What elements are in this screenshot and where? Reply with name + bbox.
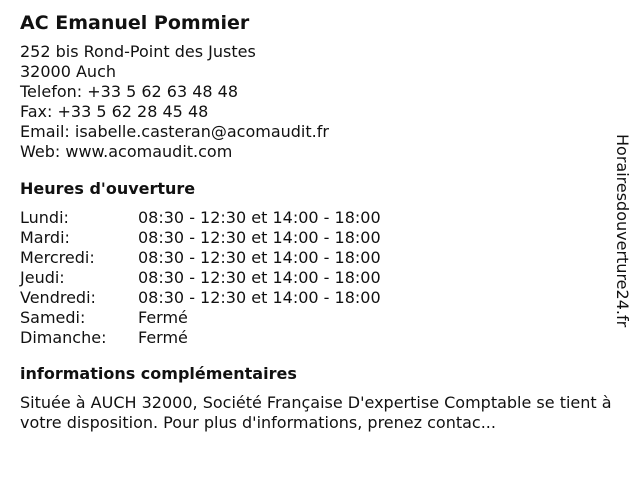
hours-row-saturday [20,308,616,328]
hours-heading: Heures d'ouverture [20,179,196,198]
fax-line: Fax: +33 5 62 28 45 48 [20,102,209,121]
time-value: 08:30 - 12:30 et 14:00 - 18:00 [138,268,381,287]
hours-row-friday [20,288,616,308]
hours-row-wednesday [20,248,616,268]
time-value: 08:30 - 12:30 et 14:00 - 18:00 [138,208,381,227]
phone-line: Telefon: +33 5 62 63 48 48 [20,82,239,101]
address-street: 252 bis Rond-Point des Justes [20,42,256,61]
business-name: AC Emanuel Pommier [20,12,250,34]
day-label: Mercredi: [20,248,95,267]
hours-table [20,208,616,348]
day-label: Samedi: [20,308,86,327]
day-label: Jeudi: [20,268,65,287]
email-line: Email: isabelle.casteran@acomaudit.fr [20,122,329,141]
time-value: 08:30 - 12:30 et 14:00 - 18:00 [138,288,381,307]
time-value: 08:30 - 12:30 et 14:00 - 18:00 [138,248,381,267]
hours-row-sunday [20,328,616,348]
business-card [20,9,616,433]
day-label: Lundi: [20,208,69,227]
day-label: Dimanche: [20,328,107,347]
time-value: Fermé [138,328,188,347]
info-heading: informations complémentaires [20,364,297,383]
address-city: 32000 Auch [20,62,117,81]
web-line: Web: www.acomaudit.com [20,142,233,161]
time-value: Fermé [138,308,188,327]
day-label: Mardi: [20,228,70,247]
hours-row-thursday [20,268,616,288]
contact-block [20,42,616,162]
hours-row-tuesday [20,228,616,248]
site-watermark: Horairesdouverture24.fr [613,134,632,328]
day-label: Vendredi: [20,288,96,307]
hours-row-monday [20,208,616,228]
time-value: 08:30 - 12:30 et 14:00 - 18:00 [138,228,381,247]
info-description: Située à AUCH 32000, Société Française D'expertise Comptable se tient à votre disposition. Pour plus d'informations, prenez contac... [20,393,612,432]
